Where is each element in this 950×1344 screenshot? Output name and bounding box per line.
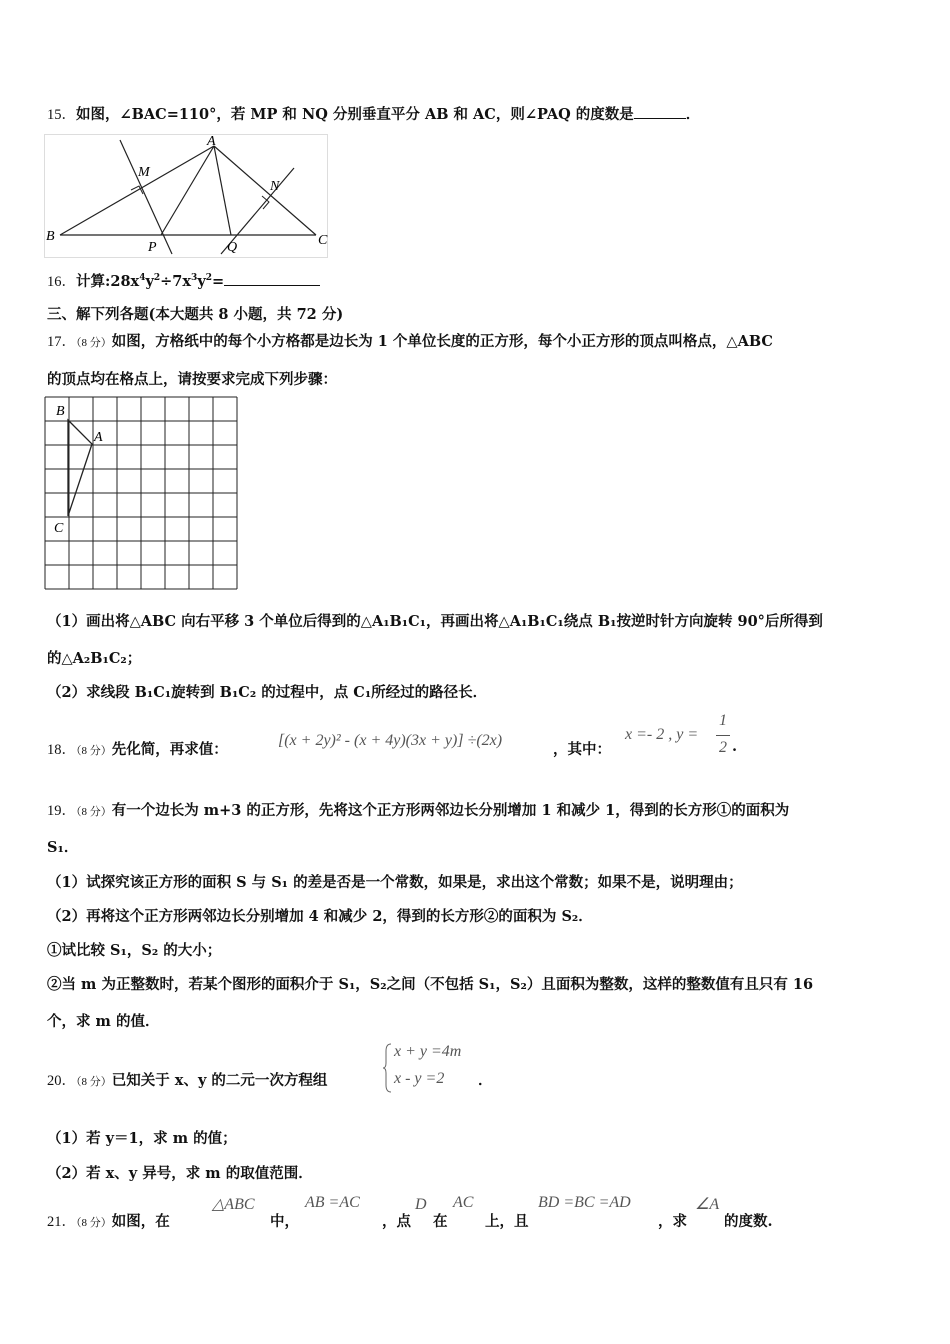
q17-part2: （2）求线段 B₁C₁旋转到 B₁C₂ 的过程中，点 C₁所经过的路径长． xyxy=(47,684,488,701)
q19-text: 有一个边长为 m+3 的正方形，先将这个正方形两邻边长分别增加 1 和减少 1，得到的长方形①的面积为 xyxy=(111,802,790,819)
q20-equation-1: x + y =4m xyxy=(394,1043,462,1060)
q17-part1-line1: （1）画出将△ABC 向右平移 3 个单位后得到的△A₁B₁C₁，再画出将△A₁B₁C₁绕点 B₁按逆时针方向旋转 90°后所得到 xyxy=(47,613,823,630)
section-3-title: 三、解下列各题(本大题共 8 小题，共 72 分) xyxy=(47,306,344,323)
q21-text: 如图，在 xyxy=(111,1213,170,1230)
q16-exp: 3 xyxy=(191,273,198,284)
triangle-ABC xyxy=(68,420,92,516)
q21-math-triangle: △ABC xyxy=(212,1196,255,1213)
q21-math-angle-a: ∠A xyxy=(695,1196,720,1213)
q19-part2: （2）再将这个正方形两邻边长分别增加 4 和减少 2，得到的长方形②的面积为 S₂． xyxy=(47,908,593,925)
q15-line xyxy=(47,103,700,124)
label-B: B xyxy=(46,229,55,244)
q17-text: 如图，方格纸中的每个小方格都是边长为 1 个单位长度的正方形，每个小正方形的顶点叫格点，△ABC xyxy=(111,333,773,350)
label-P: P xyxy=(148,240,157,255)
q16-answer-blank[interactable] xyxy=(224,273,320,286)
q21-number: 21． xyxy=(47,1214,76,1230)
q16-var: y xyxy=(197,273,206,290)
q15-number: 15． xyxy=(47,107,76,123)
q15-figure xyxy=(44,134,328,258)
q18-condition: x =- 2 , y = xyxy=(625,726,699,743)
q20-number: 20． xyxy=(47,1073,76,1089)
q21-lead xyxy=(47,1210,170,1231)
q17-part1-line2: 的△A₂B₁C₂； xyxy=(47,650,142,667)
q15-answer-blank[interactable] xyxy=(634,106,686,119)
q16-text: = xyxy=(212,273,225,290)
q21-text: 上，且 xyxy=(485,1213,529,1230)
q16-exp: 2 xyxy=(153,273,161,284)
q16-line xyxy=(47,270,320,291)
q20-line xyxy=(47,1069,327,1090)
q15-end: ． xyxy=(685,106,701,123)
q21-math-ab-ac: AB =AC xyxy=(305,1194,360,1211)
q18-mid: ，其中： xyxy=(553,741,611,758)
q16-exp: 4 xyxy=(139,273,146,284)
q16-text: 计算:28x xyxy=(76,273,140,290)
line-MP xyxy=(120,140,172,254)
segment-BA xyxy=(60,146,214,235)
label-C: C xyxy=(318,233,328,248)
q17-points: （8 分） xyxy=(76,337,112,349)
grid-label-B: B xyxy=(56,404,65,419)
q17-grid-figure xyxy=(44,396,238,590)
q18-frac-denominator: 2 xyxy=(719,739,727,756)
q18-number: 18． xyxy=(47,742,76,758)
q21-text: ，求 xyxy=(658,1213,687,1230)
label-N: N xyxy=(270,179,280,194)
q19-line-2: S₁． xyxy=(47,839,79,856)
q21-math-d: D xyxy=(415,1196,427,1213)
q19-sub2-line1: ②当 m 为正整数时，若某个图形的面积介于 S₁，S₂之间（不包括 S₁，S₂）且面积为整数，这样的整数值有且只有 16 xyxy=(47,976,814,993)
q21-text: 中， xyxy=(270,1213,299,1230)
grid-label-C: C xyxy=(54,521,64,536)
grid-label-A: A xyxy=(94,430,103,445)
q18-expression: [(x + 2y)² - (x + 4y)(3x + y)] ÷(2x) xyxy=(278,732,503,749)
q16-exp: 2 xyxy=(205,273,213,284)
q21-math-equal-sides: BD =BC =AD xyxy=(538,1194,631,1211)
q20-text: 已知关于 x、y 的二元一次方程组 xyxy=(111,1072,328,1089)
q21-text: 的度数. xyxy=(724,1213,773,1230)
q18-end: . xyxy=(732,738,738,755)
q17-line-2: 的顶点均在格点上，请按要求完成下列步骤： xyxy=(47,371,337,388)
q20-points: （8 分） xyxy=(76,1076,112,1088)
q16-text: ÷7x xyxy=(160,273,192,290)
q19-part1: （1）试探究该正方形的面积 S 与 S₁ 的差是否是一个常数，如果是，求出这个常数；如果不是，说明理由； xyxy=(47,874,743,891)
q20-end: ． xyxy=(478,1072,493,1089)
label-Q: Q xyxy=(227,240,238,255)
q16-var: y xyxy=(145,273,154,290)
q19-sub1: ①试比较 S₁，S₂ 的大小； xyxy=(47,942,222,959)
q20-brace xyxy=(383,1043,393,1093)
label-A: A xyxy=(207,134,216,149)
q19-points: （8 分） xyxy=(76,806,112,818)
q20-equation-2: x - y =2 xyxy=(394,1070,445,1087)
q19-number: 19． xyxy=(47,803,76,819)
q18-points: （8 分） xyxy=(76,745,112,757)
q21-text: 在 xyxy=(433,1213,448,1230)
q15-figure-border xyxy=(45,135,328,258)
q19-line-1 xyxy=(47,799,789,820)
q20-part2: （2）若 x、y 异号，求 m 的取值范围． xyxy=(47,1165,313,1182)
q19-sub2-line2: 个，求 m 的值． xyxy=(47,1013,160,1030)
q15-text: 如图，∠BAC=110°，若 MP 和 NQ 分别垂直平分 AB 和 AC，则∠PAQ 的度数是 xyxy=(76,106,634,123)
q21-math-ac: AC xyxy=(453,1194,474,1211)
label-M: M xyxy=(138,165,150,180)
q17-line-1 xyxy=(47,330,773,351)
q21-text: ，点 xyxy=(382,1213,411,1230)
q20-part1: （1）若 y＝1，求 m 的值； xyxy=(47,1130,237,1147)
q17-number: 17． xyxy=(47,334,76,350)
q18-line xyxy=(47,738,228,759)
q18-text: 先化简，再求值： xyxy=(111,741,228,758)
segment-AP xyxy=(161,146,214,235)
q18-frac-numerator: 1 xyxy=(719,712,727,729)
q16-number: 16． xyxy=(47,274,76,290)
q18-frac-bar xyxy=(716,735,730,736)
q21-points: （8 分） xyxy=(76,1217,112,1229)
segment-AC xyxy=(214,146,316,235)
